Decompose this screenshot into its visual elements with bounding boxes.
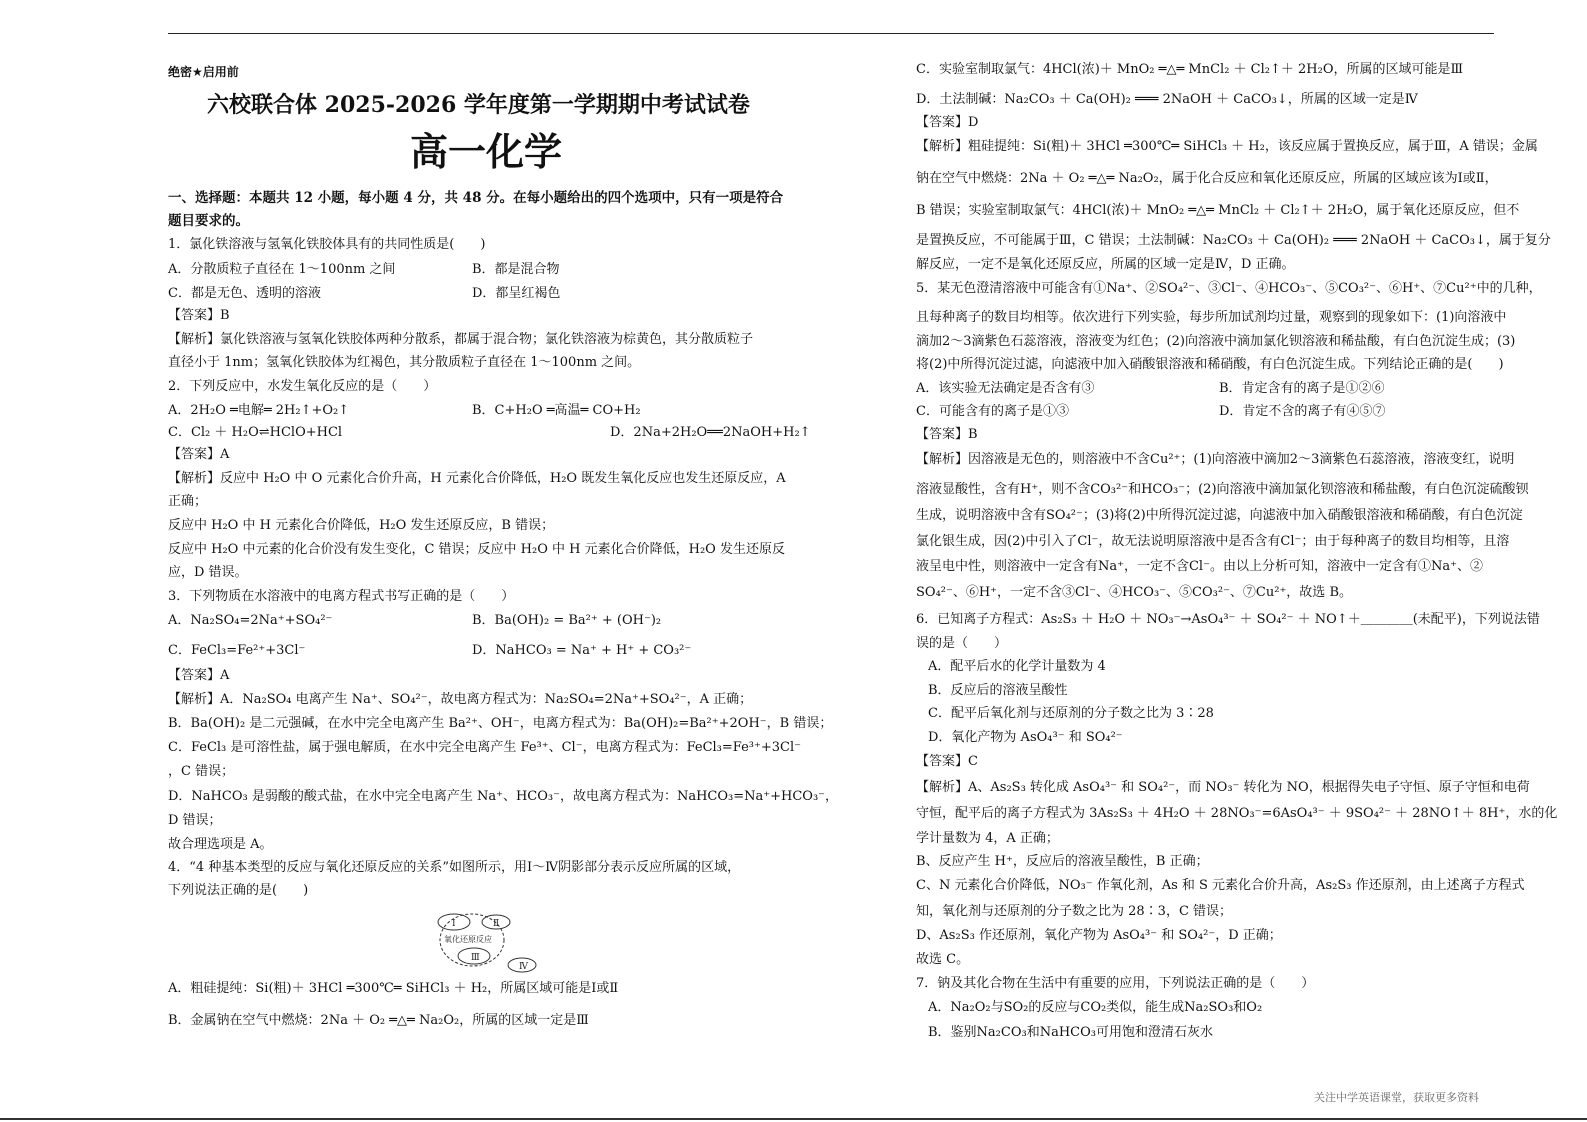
question-5-l3: 滴加2～3滴紫色石蕊溶液，溶液变为红色；(2)向溶液中滴加氯化钡溶液和稀盐酸，有白色沉淀生成；(3) [916, 334, 1516, 349]
q1-option-c: C．都是无色、透明的溶液 [168, 286, 321, 301]
q3-explain-5: D．NaHCO₃ 是弱酸的酸式盐，在水中完全电离产生 Na⁺、HCO₃⁻，故电离方程式为：NaHCO₃=Na⁺+HCO₃⁻， [168, 789, 839, 804]
q3-explain-2: B．Ba(OH)₂ 是二元强碱，在水中完全电离产生 Ba²⁺、OH⁻，电离方程式为：Ba(OH)₂=Ba²⁺+2OH⁻，B 错误； [168, 716, 833, 731]
q2-option-a: A．2H₂O ═电解═ 2H₂↑+O₂↑ [168, 403, 350, 418]
redox-label: 氧化还原反应 [444, 935, 492, 944]
q6-option-b: B．反应后的溶液呈酸性 [928, 683, 1068, 698]
q2-option-c: C．Cl₂ ＋ H₂O⇌HClO+HCl [168, 425, 343, 440]
q4-option-c: C．实验室制取氯气：4HCl(浓)＋ MnO₂ ═△═ MnCl₂ ＋ Cl₂↑＋ 2H₂O，所属的区域可能是Ⅲ [916, 62, 1464, 77]
q3-explain-7: 故合理选项是 A。 [168, 837, 273, 852]
q5-explain-3: 生成，说明溶液中含有SO₄²⁻；(3)将(2)中所得沉淀过滤，向滤液中加入硝酸银溶液和稀硝酸，有白色沉淀 [916, 508, 1523, 523]
question-7: 7．钠及其化合物在生活中有重要的应用，下列说法正确的是（ ） [916, 976, 1315, 991]
q5-answer: 【答案】B [916, 427, 978, 442]
q6-explain-2: 守恒，配平后的离子方程式为 3As₂S₃ ＋ 4H₂O ＋ 28NO₃⁻=6AsO₄³⁻ ＋ 9SO₄²⁻ ＋ 28NO↑＋ 8H⁺，水的化 [916, 806, 1558, 821]
question-4: 4．“4 种基本类型的反应与氧化还原反应的关系”如图所示，用Ⅰ～Ⅳ阴影部分表示反应所属的区域， [168, 860, 741, 875]
exam-title: 六校联合体 2025-2026 学年度第一学期期中考试试卷 [207, 92, 750, 118]
q3-explain-3: C．FeCl₃ 是可溶性盐，属于强电解质，在水中完全电离产生 Fe³⁺、Cl⁻，电离方程式为：FeCl₃=Fe³⁺+3Cl⁻ [168, 740, 801, 755]
q3-explain-6: D 错误； [168, 813, 222, 828]
q6-explain-4: B、反应产生 H⁺，反应后的溶液呈酸性，B 正确； [916, 854, 1209, 869]
q4-explain-1: 【解析】粗硅提纯：Si(粗)＋ 3HCl ═300℃═ SiHCl₃ ＋ H₂，该反应属于置换反应，属于Ⅲ，A 错误；金属 [916, 139, 1538, 154]
q3-explain-4: ，C 错误； [168, 764, 235, 779]
q5-explain-6: SO₄²⁻、⑥H⁺，一定不含③Cl⁻、④HCO₃⁻、⑤CO₃²⁻、⑦Cu²⁺，故选 B。 [916, 585, 1352, 600]
q1-explain-1: 【解析】氯化铁溶液与氢氧化铁胶体两种分散系，都属于混合物；氯化铁溶液为棕黄色，其分散质粒子 [168, 332, 754, 347]
q4-option-a: A．粗硅提纯：Si(粗)＋ 3HCl ═300℃═ SiHCl₃ ＋ H₂，所属区域可能是Ⅰ或Ⅱ [168, 981, 619, 996]
q1-option-a: A．分散质粒子直径在 1～100nm 之间 [168, 262, 396, 277]
question-6: 6．已知离子方程式：As₂S₃ ＋ H₂O ＋ NO₃⁻→AsO₄³⁻ ＋ SO₄²⁻ ＋ NO↑＋＿＿＿＿(未配平)，下列说法错 [916, 612, 1540, 627]
q4-option-b: B．金属钠在空气中燃烧：2Na ＋ O₂ ═△═ Na₂O₂，所属的区域一定是Ⅲ [168, 1013, 589, 1028]
label-iv: Ⅳ [519, 962, 528, 972]
question-4-cont: 下列说法正确的是( ) [168, 883, 309, 898]
q6-explain-8: 故选 C。 [916, 952, 970, 967]
q2-explain-2: 正确； [168, 494, 208, 509]
q3-option-c: C．FeCl₃=Fe²⁺+3Cl⁻ [168, 643, 306, 658]
venn-diagram [430, 910, 542, 976]
question-5-l4: 将(2)中所得沉淀过滤，向滤液中加入硝酸银溶液和稀硝酸，有白色沉淀生成。下列结论正确的是( ) [916, 357, 1504, 372]
section-heading: 一、选择题：本题共 12 小题，每小题 4 分，共 48 分。在每小题给出的四个选项中，只有一项是符合 [168, 190, 784, 206]
q5-option-a: A．该实验无法确定是否含有③ [916, 381, 1095, 396]
q2-option-d: D．2Na+2H₂O══2NaOH+H₂↑ [610, 425, 811, 440]
q2-explain-5: 应，D 错误。 [168, 565, 248, 580]
q4-explain-2: 钠在空气中燃烧：2Na ＋ O₂ ═△═ Na₂O₂，属于化合反应和氧化还原反应，所属的区域应该为Ⅰ或Ⅱ， [916, 171, 1498, 186]
q6-explain-3: 学计量数为 4，A 正确； [916, 831, 1059, 846]
question-1: 1．氯化铁溶液与氢氧化铁胶体具有的共同性质是( ) [168, 237, 486, 252]
bottom-rule [0, 1118, 1587, 1120]
q2-explain-1: 【解析】反应中 H₂O 中 O 元素化合价升高，H 元素化合价降低，H₂O 既发生氧化反应也发生还原反应，A [168, 471, 786, 486]
q1-answer: 【答案】B [168, 308, 230, 323]
question-5-l2: 且每种离子的数目均相等。依次进行下列实验，每步所加试剂均过量，观察到的现象如下：(1)向溶液中 [916, 310, 1507, 325]
q6-explain-5: C、N 元素化合价降低，NO₃⁻ 作氧化剂，As 和 S 元素化合价升高，As₂S₃ 作还原剂，由上述离子方程式 [916, 878, 1525, 893]
q6-explain-1: 【解析】A、As₂S₃ 转化成 AsO₄³⁻ 和 SO₄²⁻，而 NO₃⁻ 转化为 NO，根据得失电子守恒、原子守恒和电荷 [916, 780, 1530, 795]
q5-explain-1: 【解析】因溶液是无色的，则溶液中不含Cu²⁺；(1)向溶液中滴加2～3滴紫色石蕊溶液，溶液变红，说明 [916, 452, 1515, 467]
q6-explain-6: 知，氧化剂与还原剂的分子数之比为 28∶3，C 错误； [916, 904, 1233, 919]
q4-explain-3: B 错误；实验室制取氯气：4HCl(浓)＋ MnO₂ ═△═ MnCl₂ ＋ Cl₂↑＋ 2H₂O，属于氧化还原反应，但不 [916, 203, 1520, 218]
footer-note: 关注中学英语课堂，获取更多资料 [1314, 1091, 1479, 1104]
q4-explain-5: 解反应，一定不是氧化还原反应，所属的区域一定是Ⅳ，D 正确。 [916, 257, 1295, 272]
secret-label: 绝密★启用前 [168, 65, 239, 79]
q5-option-b: B．肯定含有的离子是①②⑥ [1219, 381, 1385, 396]
label-ii: Ⅱ [493, 919, 500, 929]
q7-option-b: B．鉴别Na₂CO₃和NaHCO₃可用饱和澄清石灰水 [928, 1025, 1213, 1040]
q5-option-c: C．可能含有的离子是①③ [916, 404, 1069, 419]
q5-explain-5: 液呈电中性，则溶液中一定含有Na⁺，一定不含Cl⁻。由以上分析可知，溶液中一定含有①Na⁺、② [916, 559, 1483, 574]
question-6-l2: 误的是（ ） [916, 636, 1008, 651]
q1-option-b: B．都是混合物 [472, 262, 560, 277]
q4-option-d: D．土法制碱：Na₂CO₃ ＋ Ca(OH)₂ ═══ 2NaOH ＋ CaCO₃↓，所属的区域一定是Ⅳ [916, 92, 1418, 107]
q4-answer: 【答案】D [916, 115, 979, 130]
q6-option-c: C．配平后氧化剂与还原剂的分子数之比为 3∶28 [928, 706, 1214, 721]
q6-answer: 【答案】C [916, 754, 978, 769]
label-iii: Ⅲ [471, 953, 480, 963]
q7-option-a: A．Na₂O₂与SO₂的反应与CO₂类似，能生成Na₂SO₃和O₂ [928, 1000, 1263, 1015]
top-rule [168, 33, 1494, 34]
section-heading-cont: 题目要求的。 [168, 213, 249, 229]
q3-answer: 【答案】A [168, 668, 230, 683]
label-i: Ⅰ [452, 919, 456, 929]
q2-answer: 【答案】A [168, 447, 230, 462]
q6-option-a: A．配平后水的化学计量数为 4 [928, 659, 1106, 674]
q2-option-b: B．C+H₂O ═高温═ CO+H₂ [472, 403, 641, 418]
q2-explain-3: 反应中 H₂O 中 H 元素化合价降低，H₂O 发生还原反应，B 错误； [168, 518, 555, 533]
question-2: 2．下列反应中，水发生氧化反应的是（ ） [168, 379, 437, 394]
q1-option-d: D．都呈红褐色 [472, 286, 561, 301]
q1-explain-2: 直径小于 1nm；氢氧化铁胶体为红褐色，其分散质粒子直径在 1～100nm 之间。 [168, 355, 641, 370]
q3-option-b: B．Ba(OH)₂ = Ba²⁺ + (OH⁻)₂ [472, 613, 662, 628]
q5-option-d: D．肯定不含的离子有④⑤⑦ [1219, 404, 1386, 419]
q3-option-a: A．Na₂SO₄=2Na⁺+SO₄²⁻ [168, 613, 333, 628]
question-5: 5．某无色澄清溶液中可能含有①Na⁺、②SO₄²⁻、③Cl⁻、④HCO₃⁻、⑤CO₃²⁻、⑥H⁺、⑦Cu²⁺中的几种， [916, 281, 1542, 296]
question-3: 3．下列物质在水溶液中的电离方程式书写正确的是（ ） [168, 589, 515, 604]
q6-option-d: D．氧化产物为 AsO₄³⁻ 和 SO₄²⁻ [928, 730, 1123, 745]
q3-option-d: D．NaHCO₃ = Na⁺ + H⁺ + CO₃²⁻ [472, 643, 692, 658]
q5-explain-2: 溶液显酸性，含有H⁺，则不含CO₃²⁻和HCO₃⁻；(2)向溶液中滴加氯化钡溶液和稀盐酸，有白色沉淀硫酸钡 [916, 482, 1529, 497]
q3-explain-1: 【解析】A．Na₂SO₄ 电离产生 Na⁺、SO₄²⁻，故电离方程式为：Na₂SO₄=2Na⁺+SO₄²⁻，A 正确； [168, 692, 753, 707]
q5-explain-4: 氯化银生成，因(2)中引入了Cl⁻，故无法说明原溶液中是否含有Cl⁻；由于每种离子的数目均相等，且溶 [916, 534, 1510, 549]
q4-explain-4: 是置换反应，不可能属于Ⅲ，C 错误；土法制碱：Na₂CO₃ ＋ Ca(OH)₂ ═══ 2NaOH ＋ CaCO₃↓，属于复分 [916, 233, 1551, 248]
subject-title: 高一化学 [410, 130, 563, 174]
q2-explain-4: 反应中 H₂O 中元素的化合价没有发生变化，C 错误；反应中 H₂O 中 H 元素化合价降低，H₂O 发生还原反 [168, 542, 785, 557]
q6-explain-7: D、As₂S₃ 作还原剂，氧化产物为 AsO₄³⁻ 和 SO₄²⁻，D 正确； [916, 928, 1282, 943]
